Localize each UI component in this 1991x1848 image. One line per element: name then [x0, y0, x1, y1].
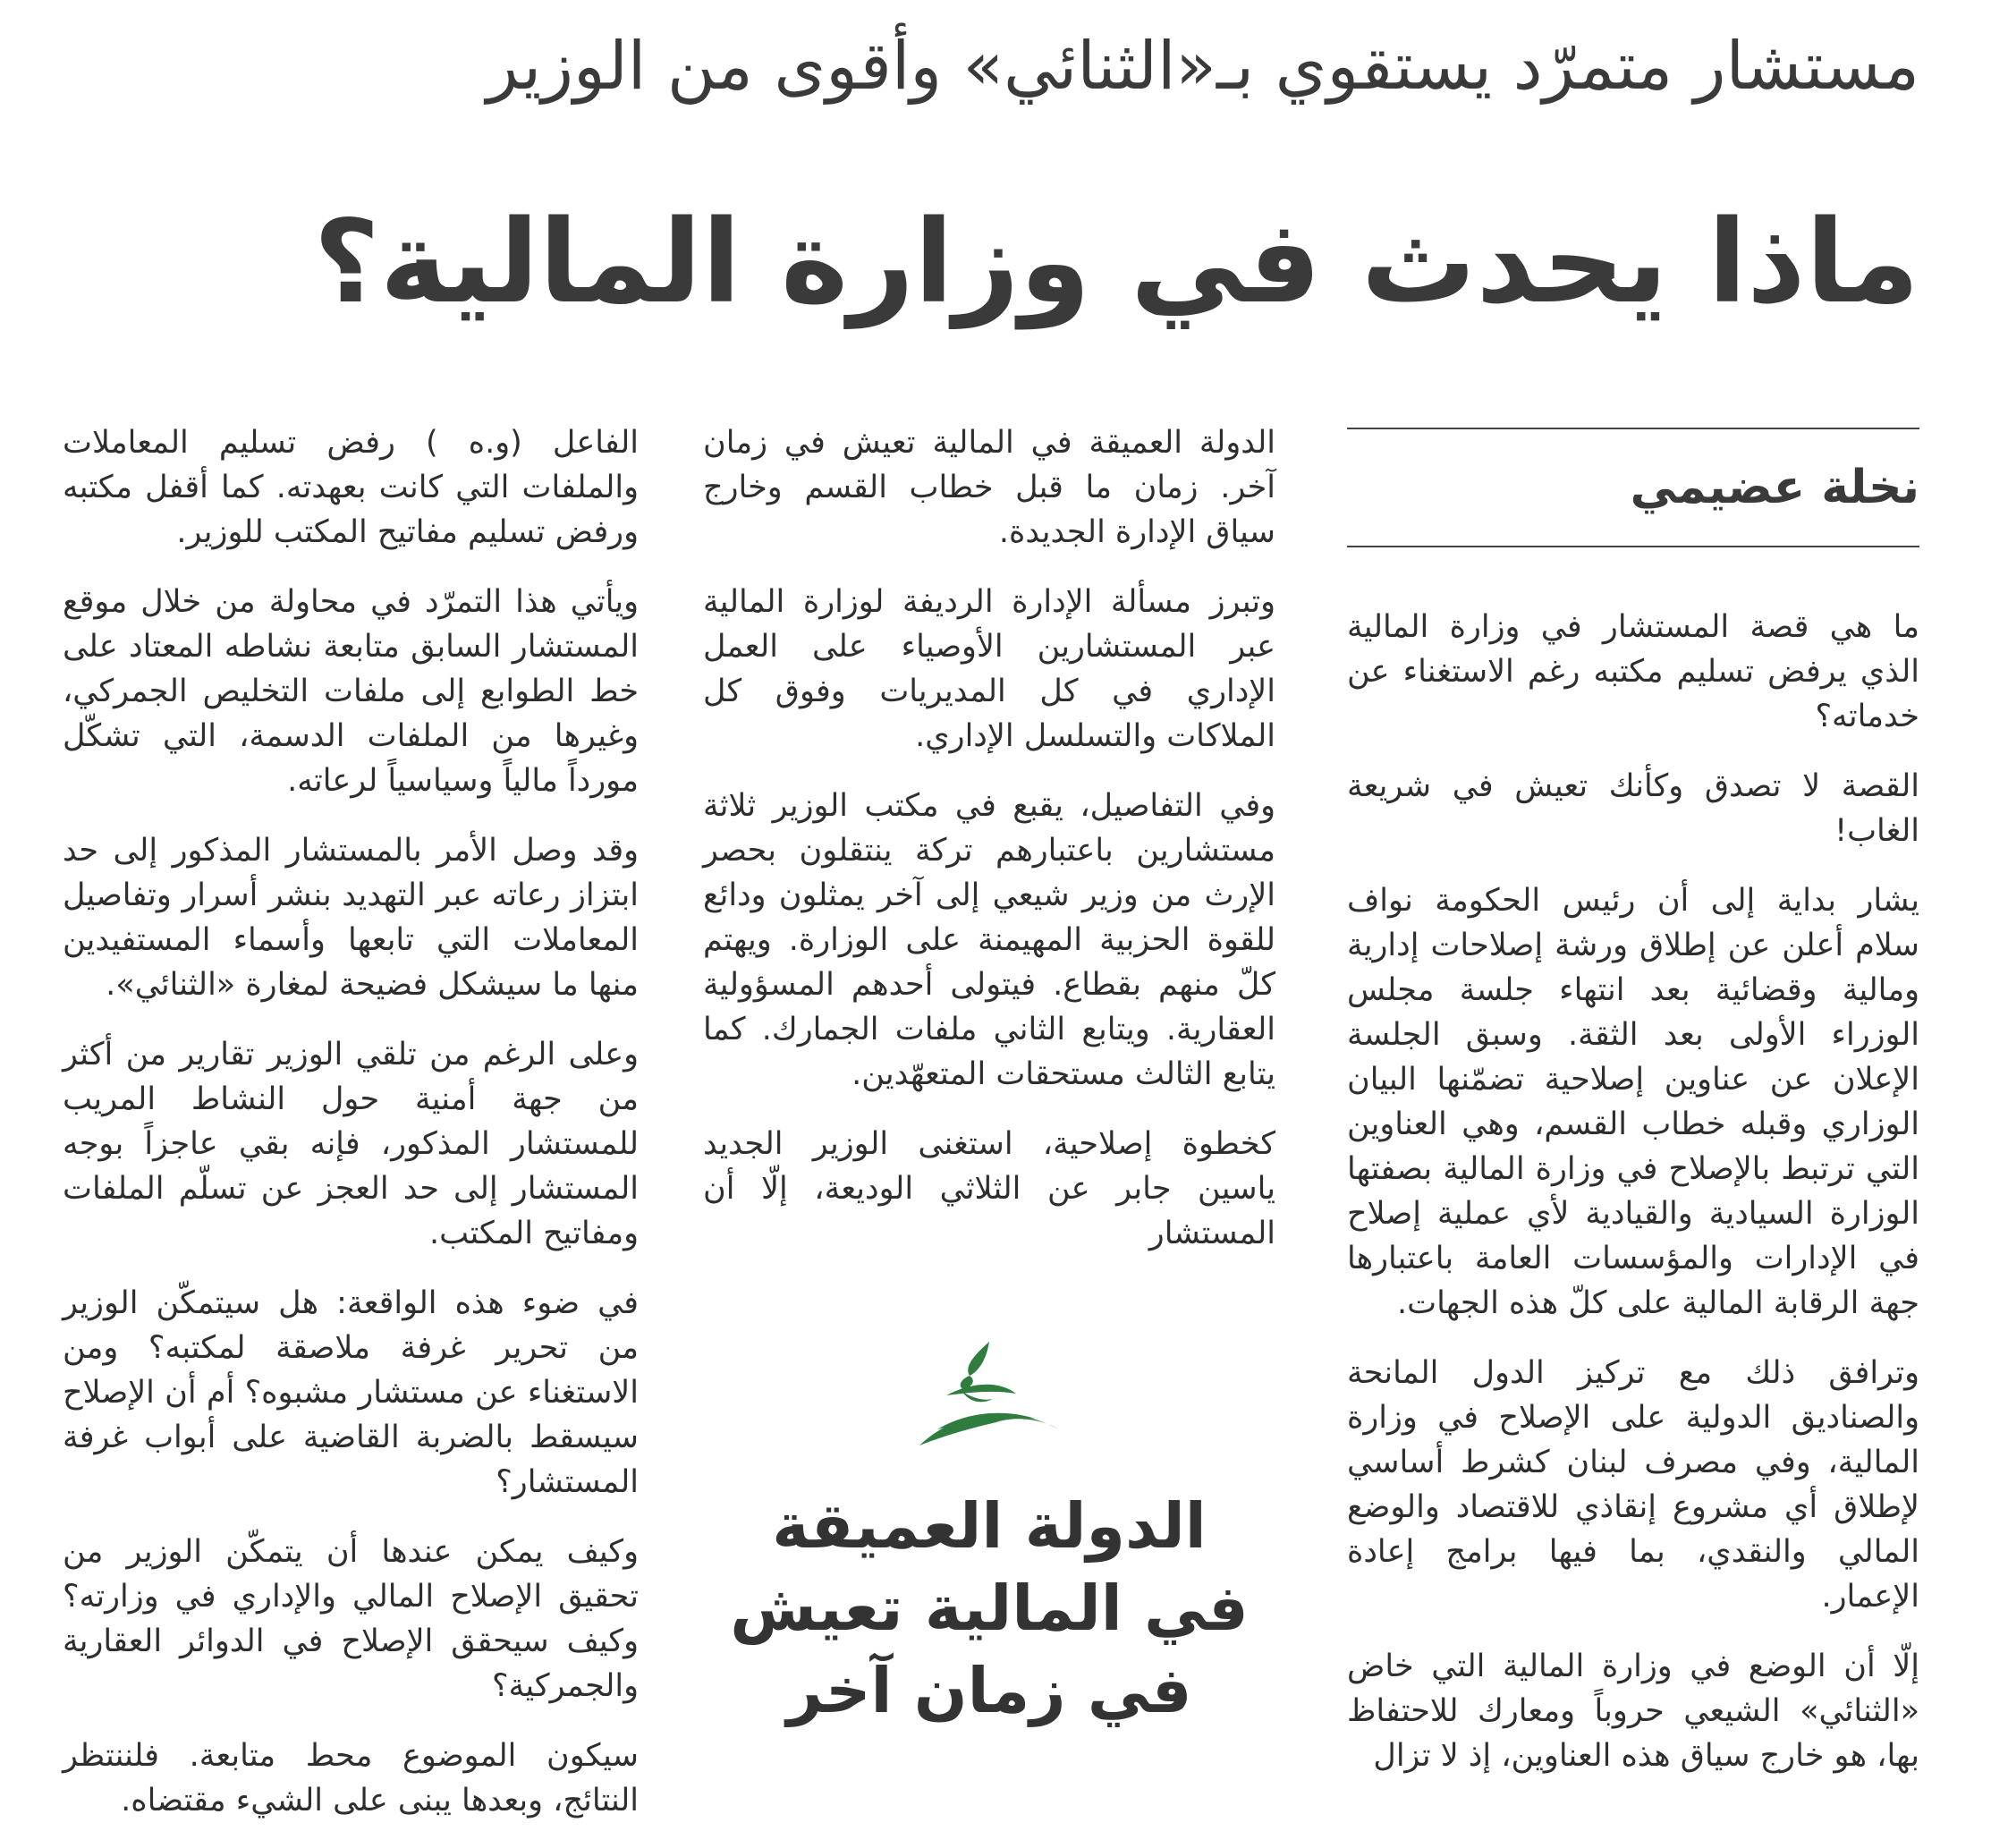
- paragraph: وكيف يمكن عندها أن يتمكّن الوزير من تحقيق الإصلاح المالي والإداري في وزارته؟ وكيف سيحقق الإصلاح في الدوائر العقارية والجمركية؟: [63, 1534, 639, 1704]
- paragraph: وفي التفاصيل، يقبع في مكتب الوزير ثلاثة مستشارين باعتبارهم تركة ينتقلون بحصر الإرث من وزير شيعي إلى آخر يمثلون ودائع للقوة الحزبية المهيمنة على الوزارة. ويهتم كلّ منهم بقطاع. فيتولى أحدهم المسؤولية العقارية. ويتابع الثاني ملفات الجمارك. كما يتابع الثالث مستحقات المتعهّدين.: [703, 788, 1275, 1092]
- paragraph: إلّا أن الوضع في وزارة المالية التي خاض «الثنائي» الشيعي حروباً ومعارك للاحتفاظ بها، هو خارج سياق هذه العناوين، إذ لا تزال: [1347, 1649, 1919, 1774]
- paragraph: وقد وصل الأمر بالمستشار المذكور إلى حد ابتزاز رعاته عبر التهديد بنشر أسرار وتفاصيل المعاملات التي تابعها وأسماء المستفيدين منها ما سيشكل فضيحة لمغارة «الثنائي».: [63, 833, 639, 1003]
- paragraph: كخطوة إصلاحية، استغنى الوزير الجديد ياسين جابر عن الثلاثي الوديعة، إلّا أن المستشار: [703, 1126, 1275, 1251]
- paragraph: ويأتي هذا التمرّد في محاولة من خلال موقع المستشار السابق متابعة نشاطه المعتاد على خط الطوابع إلى ملفات التخليص الجمركي، وغيرها من الملفات الدسمة، التي تشكّل مورداً مالياً وسياسياً لرعاته.: [63, 584, 639, 799]
- cedar-icon: [911, 1340, 1063, 1447]
- column-right: [1347, 605, 1919, 1803]
- paragraph: في ضوء هذه الواقعة: هل سيتمكّن الوزير من تحرير غرفة ملاصقة لمكتبه؟ ومن الاستغناء عن مستشار مشبوه؟ أم أن الإصلاح سيسقط بالضربة القاضية على أبواب غرفة المستشار؟: [63, 1285, 639, 1500]
- author-name: نخلة عضيمي: [1630, 461, 1919, 514]
- column-middle: [703, 420, 1275, 1281]
- column-left: [63, 420, 639, 1848]
- paragraph: سيكون الموضوع محط متابعة. فلننتظر النتائج، وبعدها يبنى على الشيء مقتضاه.: [63, 1738, 639, 1818]
- paragraph: القصة لا تصدق وكأنك تعيش في شريعة الغاب!: [1347, 768, 1919, 849]
- paragraph: الفاعل (و.ه ) رفض تسليم المعاملات والملفات التي كانت بعهدته. كما أقفل مكتبه ورفض تسليم مفاتيح المكتب للوزير.: [63, 425, 639, 550]
- paragraph: وعلى الرغم من تلقي الوزير تقارير من أكثر من جهة أمنية حول النشاط المريب للمستشار المذكور، فإنه بقي عاجزاً بوجه المستشار إلى حد العجز عن تسلّم الملفات ومفاتيح المكتب.: [63, 1037, 639, 1251]
- paragraph: الدولة العميقة في المالية تعيش في زمان آخر. زمان ما قبل خطاب القسم وخارج سياق الإدارة الجديدة.: [703, 425, 1275, 550]
- paragraph: وتبرز مسألة الإدارة الرديفة لوزارة المالية عبر المستشارين الأوصياء على العمل الإداري في كل المديريات وفوق كل الملاكات والتسلسل الإداري.: [703, 584, 1275, 754]
- paragraph: ما هي قصة المستشار في وزارة المالية الذي يرفض تسليم مكتبه رغم الاستغناء عن خدماته؟: [1347, 609, 1919, 734]
- pull-quote-line: الدولة العميقة: [772, 1489, 1207, 1563]
- pull-quote: [703, 1485, 1275, 1732]
- pull-quote-line: في المالية تعيش: [730, 1572, 1249, 1645]
- byline: [1347, 428, 1919, 547]
- pull-quote-line: في زمان آخر: [786, 1654, 1192, 1727]
- article-headline: ماذا يحدث في وزارة المالية؟: [313, 196, 1919, 329]
- paragraph: وترافق ذلك مع تركيز الدول المانحة والصناديق الدولية على الإصلاح في وزارة المالية، وفي مصرف لبنان كشرط أساسي لإطلاق أي مشروع إنقاذي للاقتصاد والوضع المالي والنقدي، بما فيها برامج إعادة الإعمار.: [1347, 1355, 1919, 1615]
- article-kicker: مستشار متمرّد يستقوي بـ«الثنائي» وأقوى من الوزير: [486, 28, 1919, 105]
- paragraph: يشار بداية إلى أن رئيس الحكومة نواف سلام أعلن عن إطلاق ورشة إصلاحات إدارية ومالية وقضائية بعد انتهاء جلسة مجلس الوزراء الأولى بعد الثقة. وسبق الجلسة الإعلان عن عناوين إصلاحية تضمّنها البيان الوزاري وقبله خطاب القسم، وهي العناوين التي ترتبط بالإصلاح في وزارة المالية بصفتها الوزارة السيادية والقيادية لأي عملية إصلاح في الإدارات والمؤسسات العامة باعتبارها جهة الرقابة المالية على كلّ هذه الجهات.: [1347, 883, 1919, 1321]
- byline-bottom-rule: [1347, 546, 1919, 547]
